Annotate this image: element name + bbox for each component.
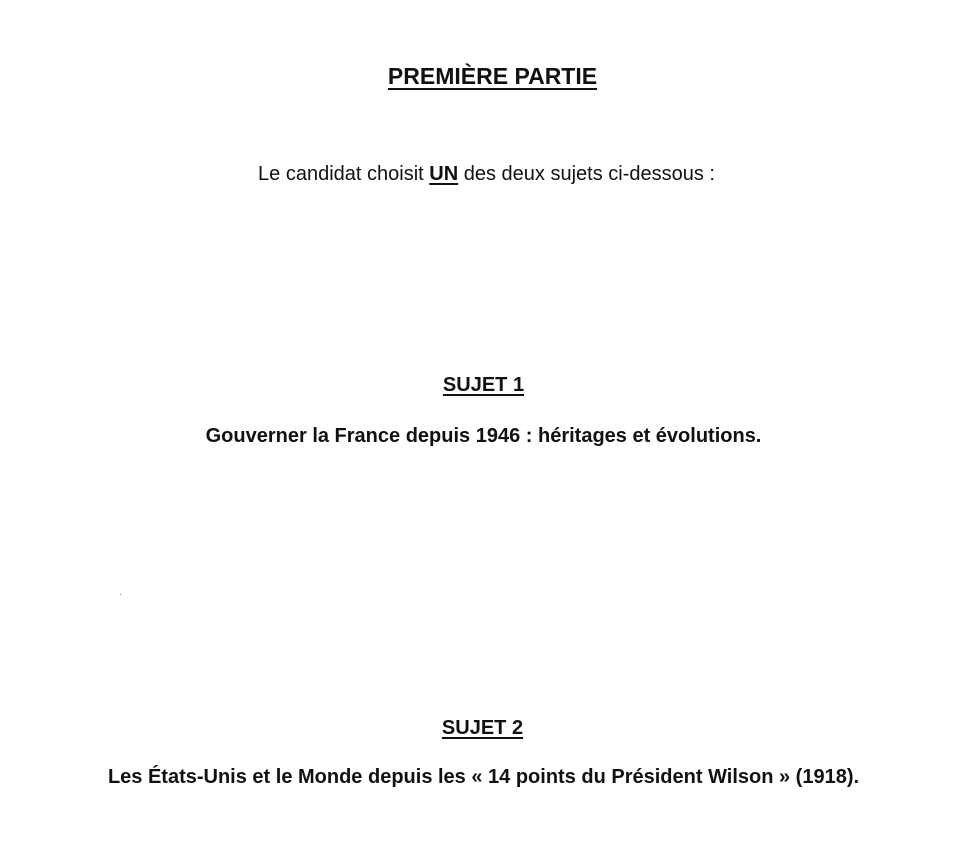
part-title: PREMIÈRE PARTIE: [387, 63, 598, 89]
subject-1-heading: SUJET 1: [442, 374, 525, 396]
instruction-before: Le candidat choisit: [258, 163, 430, 185]
instruction-after: des deux sujets ci-dessous :: [458, 163, 715, 185]
subject-1-heading-line: [0, 374, 967, 397]
scan-speck: [120, 594, 121, 595]
instruction-text: [3, 163, 967, 186]
subject-2-heading-line: [0, 717, 966, 740]
subject-2-heading: SUJET 2: [441, 717, 524, 739]
subject-2-title: Les États-Unis et le Monde depuis les « 14 points du Président Wilson » (1918).: [107, 766, 860, 788]
subject-1-title: Gouverner la France depuis 1946 : héritages et évolutions.: [205, 425, 762, 447]
instruction-emphasis: UN: [429, 163, 459, 185]
